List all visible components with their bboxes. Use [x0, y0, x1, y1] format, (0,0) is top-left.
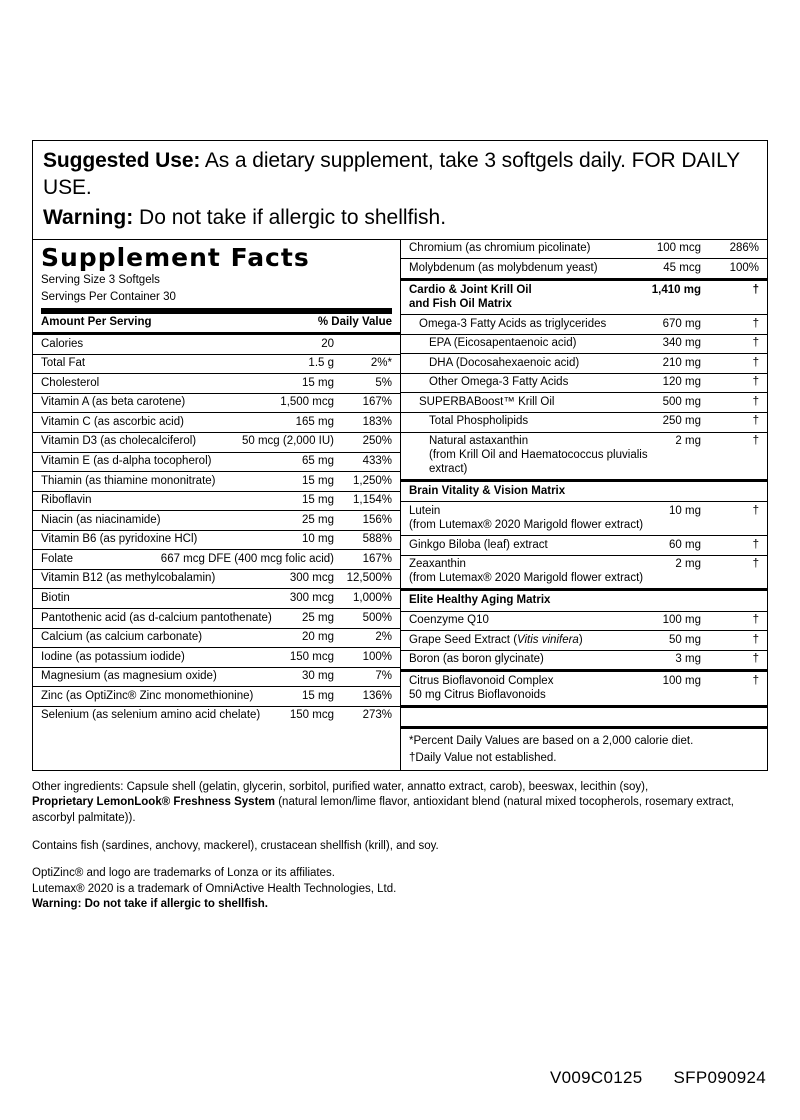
table-row: [401, 314, 767, 334]
table-row: [401, 392, 767, 412]
table-row: [401, 650, 767, 670]
section-header-brain: [401, 479, 767, 502]
nutrient-dv: †: [752, 356, 759, 369]
nutrient-name: Magnesium (as magnesium oxide): [41, 670, 217, 683]
nutrient-amount: 15 mg: [302, 474, 334, 487]
nutrient-name: Cholesterol: [41, 376, 100, 389]
table-row: [33, 530, 400, 550]
nutrient-dv: †: [752, 337, 759, 350]
table-row: [33, 491, 400, 511]
nutrient-name: Biotin: [41, 591, 70, 604]
nutrient-name: SUPERBABoost™ Krill Oil: [419, 395, 555, 408]
label-content: [32, 140, 768, 913]
warning-label: Warning:: [43, 205, 134, 229]
table-row: [33, 412, 400, 432]
nutrient-source: (from Krill Oil and Haematococcus pluvialis extract): [429, 448, 648, 475]
brain-title: Brain Vitality & Vision Matrix: [409, 484, 566, 497]
table-row: [33, 569, 400, 589]
nutrient-name: Calcium (as calcium carbonate): [41, 631, 203, 644]
suggested-use-body: As a dietary supplement, take 3 softgels daily. FOR DAILY USE.: [43, 149, 740, 200]
nutrient-source: (from Lutemax® 2020 Marigold flower extract): [409, 571, 644, 584]
footnotes: [401, 726, 767, 770]
nutrient-dv: 5%: [375, 376, 392, 389]
nutrient-dv: 1,000%: [352, 591, 392, 604]
table-row: [33, 393, 400, 413]
allergen-warning: Warning: Do not take if allergic to shellfish.: [32, 898, 268, 911]
nutrient-amount: 2 mg: [675, 435, 701, 448]
nutrient-name: Other Omega-3 Fatty Acids: [429, 376, 569, 389]
table-row: [33, 647, 400, 667]
freshness-system-detail: (natural lemon/lime flavor, antioxidant blend (natural mixed tocopherols, rosemary extract, ascorbyl palmitate)).: [32, 796, 734, 824]
code-footer: [524, 1068, 766, 1088]
nutrient-dv: 250%: [362, 435, 392, 448]
nutrient-name: Iodine (as potassium iodide): [41, 650, 185, 663]
table-row: [401, 412, 767, 432]
nutrient-name: Niacin (as niacinamide): [41, 513, 161, 526]
contains-statement: Contains fish (sardines, anchovy, mackerel), crustacean shellfish (krill), and soy.: [32, 840, 439, 853]
serving-size: Serving Size 3 Softgels: [41, 274, 160, 287]
table-row: [401, 669, 767, 705]
nutrient-amount: 15 mg: [302, 376, 334, 389]
nutrient-dv: 136%: [362, 689, 392, 702]
nutrient-dv: †: [752, 317, 759, 330]
nutrient-amount: 500 mg: [662, 395, 701, 408]
other-ingredients-block: [32, 780, 768, 913]
nutrient-amount: 15 mg: [302, 494, 334, 507]
table-row: [401, 630, 767, 650]
nutrient-name: Folate: [41, 552, 73, 565]
nutrient-name: Vitamin B12 (as methylcobalamin): [41, 572, 216, 585]
nutrient-amount: 15 mg: [302, 689, 334, 702]
facts-left-column: [33, 240, 401, 770]
krill-dv: †: [752, 284, 759, 297]
nutrient-amount: 667 mcg DFE (400 mcg folic acid): [160, 552, 334, 565]
nutrient-dv: 156%: [362, 513, 392, 526]
nutrient-name: Omega-3 Fatty Acids as triglycerides: [419, 317, 607, 330]
suggested-use-label: Suggested Use:: [43, 149, 201, 172]
nutrient-amount: 50 mcg (2,000 IU): [241, 435, 334, 448]
nutrient-amount: 25 mg: [302, 513, 334, 526]
nutrient-amount: 100 mg: [662, 674, 701, 687]
nutrient-amount: 120 mg: [662, 376, 701, 389]
nutrient-dv: 1,154%: [352, 494, 392, 507]
table-row: [33, 452, 400, 472]
table-row: [33, 706, 400, 726]
krill-amount: 1,410 mg: [651, 284, 701, 297]
nutrient-name: Chromium (as chromium picolinate): [409, 242, 591, 255]
nutrient-name: Vitamin B6 (as pyridoxine HCl): [41, 533, 198, 546]
nutrient-detail: 50 mg Citrus Bioflavonoids: [409, 688, 546, 701]
nutrient-name: Pantothenic acid (as d-calcium pantothenate): [41, 611, 272, 624]
code-left: V009C0125: [549, 1068, 643, 1087]
nutrient-name: Total Fat: [41, 357, 86, 370]
nutrient-dv: †: [752, 614, 759, 627]
nutrient-dv: 167%: [362, 396, 392, 409]
table-row: [33, 471, 400, 491]
table-row: [33, 628, 400, 648]
nutrient-name: Citrus Bioflavonoid Complex: [409, 674, 554, 687]
nutrient-amount: 20 mg: [302, 631, 334, 644]
nutrient-name: Calories: [41, 337, 84, 350]
nutrient-amount: 150 mcg: [289, 650, 334, 663]
table-row: [33, 373, 400, 393]
trademark-optizinc: OptiZinc® and logo are trademarks of Lonza or its affiliates.: [32, 867, 335, 879]
nutrient-dv: 7%: [375, 670, 392, 683]
suggested-use-text: [43, 147, 757, 202]
nutrient-name: DHA (Docosahexaenoic acid): [429, 356, 580, 369]
nutrient-name: Vitamin C (as ascorbic acid): [41, 415, 184, 428]
nutrient-amount: 100 mcg: [656, 242, 701, 255]
daily-value-header: % Daily Value: [317, 316, 392, 329]
nutrient-name: Zinc (as OptiZinc® Zinc monomethionine): [41, 689, 254, 702]
nutrient-dv: 167%: [362, 552, 392, 565]
nutrient-name: Grape Seed Extract (Vitis vinifera): [409, 633, 583, 646]
nutrient-name: Vitamin E (as d-alpha tocopherol): [41, 455, 212, 468]
table-row: [33, 335, 400, 354]
nutrient-amount: 60 mg: [669, 538, 701, 551]
nutrient-name: Coenzyme Q10: [409, 614, 489, 627]
warning-body: Do not take if allergic to shellfish.: [133, 205, 447, 229]
section-header-aging: [401, 588, 767, 611]
nutrient-amount: 45 mcg: [663, 261, 701, 274]
amount-header-row: [33, 314, 400, 333]
nutrient-dv: 100%: [362, 650, 392, 663]
freshness-system-label: Proprietary LemonLook® Freshness System: [32, 796, 276, 809]
nutrient-name: Total Phospholipids: [429, 415, 529, 428]
section-header-krill: [401, 278, 767, 314]
nutrient-amount: 300 mcg: [289, 591, 334, 604]
table-row: [33, 354, 400, 374]
code-right: SFP090924: [673, 1068, 766, 1087]
nutrient-name: EPA (Eicosapentaenoic acid): [429, 337, 577, 350]
nutrient-amount: 165 mg: [295, 415, 334, 428]
krill-title-line1: Cardio & Joint Krill Oil: [409, 284, 532, 297]
nutrient-name: Vitamin D3 (as cholecalciferol): [41, 435, 197, 448]
nutrient-dv: 12,500%: [346, 572, 392, 585]
nutrient-name: Vitamin A (as beta carotene): [41, 396, 186, 409]
nutrient-dv: †: [752, 538, 759, 551]
table-row: [401, 555, 767, 589]
nutrient-dv: †: [752, 376, 759, 389]
nutrient-dv: †: [752, 653, 759, 666]
nutrient-amount: 10 mg: [302, 533, 334, 546]
nutrient-name: Selenium (as selenium amino acid chelate): [41, 709, 261, 722]
nutrient-amount: 210 mg: [662, 356, 701, 369]
table-row: [401, 611, 767, 631]
nutrient-name: Boron (as boron glycinate): [409, 653, 544, 666]
nutrient-name: Thiamin (as thiamine mononitrate): [41, 474, 216, 487]
nutrient-amount: 65 mg: [302, 455, 334, 468]
nutrient-name: Natural astaxanthin: [429, 435, 529, 448]
table-row: [401, 334, 767, 354]
nutrient-dv: 183%: [362, 415, 392, 428]
nutrient-amount: 670 mg: [662, 317, 701, 330]
nutrient-amount: 25 mg: [302, 611, 334, 624]
warning-text: [43, 204, 757, 231]
nutrient-name: Ginkgo Biloba (leaf) extract: [409, 538, 548, 551]
nutrient-dv: 1,250%: [352, 474, 392, 487]
table-row: [33, 588, 400, 608]
table-row: [401, 501, 767, 535]
table-row: [33, 510, 400, 530]
nutrient-name: Lutein: [409, 504, 441, 517]
nutrient-dv: 500%: [362, 611, 392, 624]
table-row: [33, 667, 400, 687]
table-row: [401, 353, 767, 373]
nutrient-dv: 2%*: [370, 357, 392, 370]
servings-per-container: Servings Per Container 30: [41, 290, 176, 303]
table-row: [33, 608, 400, 628]
nutrient-dv: †: [752, 674, 759, 687]
table-row: [33, 432, 400, 452]
table-row: [401, 535, 767, 555]
nutrient-amount: 100 mg: [662, 614, 701, 627]
nutrient-dv: 100%: [729, 261, 759, 274]
footnote-dv-not-established: †Daily Value not established.: [409, 752, 557, 764]
nutrient-dv: †: [752, 633, 759, 646]
nutrient-amount: 2 mg: [675, 558, 701, 571]
supplement-facts-panel: [32, 240, 768, 771]
nutrient-dv: †: [752, 558, 759, 571]
nutrient-dv: 273%: [362, 709, 392, 722]
nutrient-name: Riboflavin: [41, 494, 92, 507]
table-row: [401, 432, 767, 479]
table-row: [33, 686, 400, 706]
nutrient-amount: 150 mcg: [289, 709, 334, 722]
nutrient-name: Molybdenum (as molybdenum yeast): [409, 261, 598, 274]
krill-title-line2: and Fish Oil Matrix: [409, 297, 512, 310]
amount-per-serving-header: Amount Per Serving: [41, 316, 152, 329]
nutrient-amount: 50 mg: [669, 633, 701, 646]
nutrient-dv: †: [752, 435, 759, 448]
nutrient-name: Zeaxanthin: [409, 558, 466, 571]
nutrient-amount: 1.5 g: [308, 357, 334, 370]
nutrient-dv: †: [752, 395, 759, 408]
nutrient-source: (from Lutemax® 2020 Marigold flower extract): [409, 518, 644, 531]
nutrient-amount: 3 mg: [675, 653, 701, 666]
nutrient-amount: 300 mcg: [289, 572, 334, 585]
nutrient-amount: 340 mg: [662, 337, 701, 350]
table-row: [401, 373, 767, 393]
trademark-lutemax: Lutemax® 2020 is a trademark of OmniActive Health Technologies, Ltd.: [32, 882, 397, 895]
other-ingredients-line1: Other ingredients: Capsule shell (gelatin, glycerin, sorbitol, purified water, annatto extract, carob), beeswax, lecithin (soy),: [32, 780, 649, 793]
facts-right-column: [401, 240, 767, 770]
nutrient-amount: 10 mg: [669, 504, 701, 517]
panel-spacer: [401, 705, 767, 726]
nutrient-dv: †: [752, 504, 759, 517]
footnote-dv-basis: *Percent Daily Values are based on a 2,000 calorie diet.: [409, 735, 694, 748]
nutrient-dv: 286%: [729, 242, 759, 255]
nutrient-amount: 250 mg: [662, 415, 701, 428]
nutrient-dv: 588%: [362, 533, 392, 546]
nutrient-amount: 30 mg: [302, 670, 334, 683]
nutrient-dv: 2%: [375, 631, 392, 644]
nutrient-amount: 1,500 mcg: [280, 396, 334, 409]
nutrient-amount: 20: [321, 337, 334, 350]
aging-title: Elite Healthy Aging Matrix: [409, 594, 551, 607]
panel-title: Supplement Facts: [41, 242, 310, 272]
nutrient-dv: †: [752, 415, 759, 428]
table-row: [401, 240, 767, 259]
table-row: [33, 549, 400, 569]
other-ingredients-line2: [32, 795, 768, 826]
table-row: [401, 258, 767, 278]
suggested-use-box: [32, 140, 768, 240]
nutrient-dv: 433%: [362, 455, 392, 468]
